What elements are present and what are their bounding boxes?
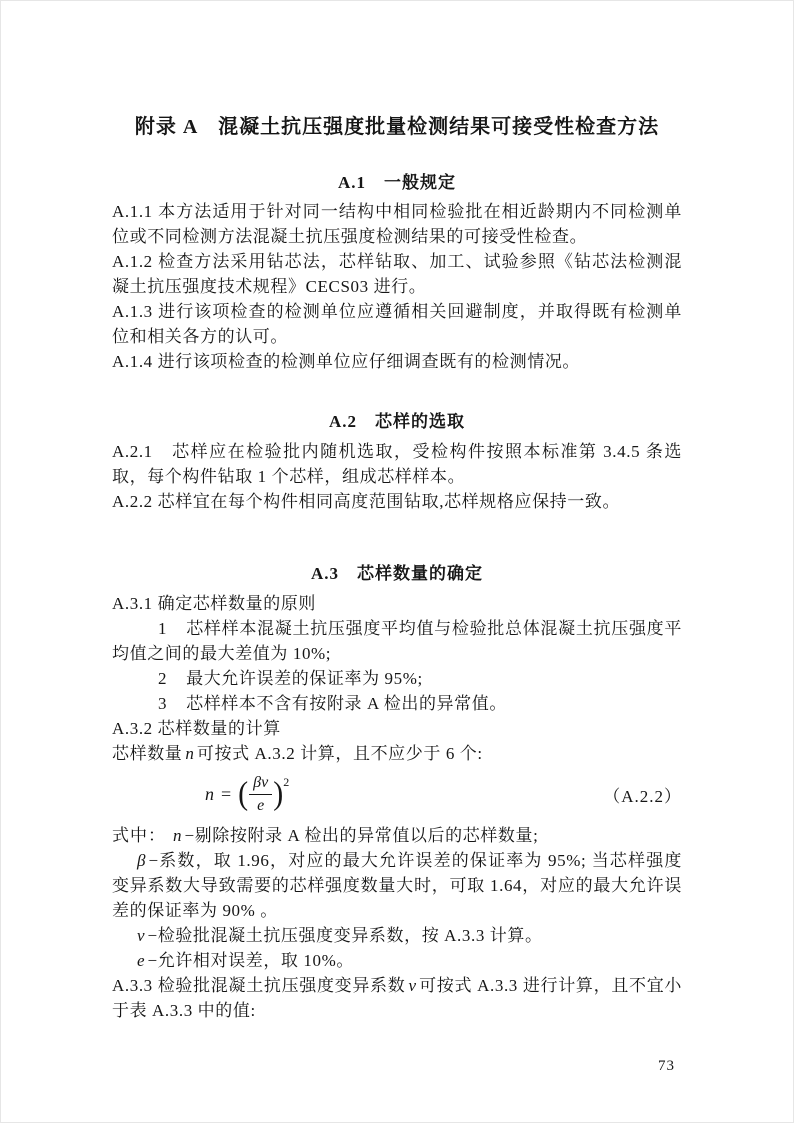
clause-a-3-2: A.3.2 芯样数量的计算 (112, 719, 281, 738)
item-number: 1 (158, 619, 168, 638)
where-clause-beta (112, 848, 682, 923)
intro-pre: 芯样数量 (112, 744, 183, 763)
section-heading-a2: A.2 芯样的选取 (328, 412, 466, 431)
a33-seg2: 可按式 A.3.3 进行计算，且不宜小于表 A.3.3 中的值: (112, 976, 682, 1020)
variable-beta: β (137, 851, 146, 870)
clause-a-3-3 (112, 973, 682, 1023)
fraction (249, 773, 272, 814)
where-clause-v (112, 923, 682, 948)
where-text-n: −剔除按附录 A 检出的异常值以后的芯样数量; (184, 826, 539, 845)
variable-v: v (137, 926, 145, 945)
item-text: 芯样样本混凝土抗压强度平均值与检验批总体混凝土抗压强度平均值之间的最大差值为 10%; (112, 619, 682, 663)
where-text-beta: −系数，取 1.96，对应的最大允许误差的保证率为 95%; 当芯样强度变异系数大导致需要的芯样强度数量大时，可取 1.64，对应的最大允许误差的保证率为 90% 。 (112, 851, 682, 920)
variable-n: n (173, 826, 182, 845)
variable-n: n (185, 744, 194, 763)
formula-intro (112, 741, 682, 766)
section-heading-a3: A.3 芯样数量的确定 (310, 564, 484, 583)
clause-a-1-2: A.1.2 检查方法采用钻芯法，芯样钻取、加工、试验参照《钻芯法检测混凝土抗压强度技术规程》CECS03 进行。 (112, 252, 682, 296)
clause-a-1-4: A.1.4 进行该项检查的检测单位应仔细调查既有的检测情况。 (112, 352, 581, 371)
fraction-denominator: e (257, 796, 265, 814)
close-paren: ) (273, 775, 284, 812)
principle-item-2 (112, 666, 682, 691)
item-number: 2 (158, 669, 168, 688)
where-clause-n (112, 823, 682, 848)
equals-sign: = (221, 783, 232, 804)
item-number: 3 (158, 694, 168, 713)
principle-item-1 (112, 616, 682, 666)
appendix-title: 附录 A 混凝土抗压强度批量检测结果可接受性检查方法 (134, 116, 660, 138)
page-content (112, 1, 682, 1023)
where-text-v: −检验批混凝土抗压强度变异系数，按 A.3.3 计算。 (147, 926, 543, 945)
variable-e: e (137, 951, 145, 970)
variable-v: v (408, 976, 416, 995)
intro-post: 可按式 A.3.2 计算，且不应少于 6 个: (196, 744, 483, 763)
open-paren: ( (238, 775, 249, 812)
clause-a-2-1: A.2.1 芯样应在检验批内随机选取，受检构件按照本标准第 3.4.5 条选取，每个构件钻取 1 个芯样，组成芯样样本。 (112, 442, 682, 486)
item-text: 最大允许误差的保证率为 95%; (186, 669, 423, 688)
fraction-numerator: βv (249, 773, 272, 794)
formula-expression (205, 773, 289, 814)
where-text-e: −允许相对误差，取 10%。 (147, 951, 354, 970)
page-number: 73 (658, 1058, 675, 1074)
exponent: 2 (283, 774, 290, 789)
a33-seg1: A.3.3 检验批混凝土抗压强度变异系数 (112, 976, 406, 995)
equation-number: （A.2.2） (603, 786, 682, 806)
section-heading-a1: A.1 一般规定 (337, 173, 457, 192)
item-text: 芯样样本不含有按附录 A 检出的异常值。 (186, 694, 507, 713)
where-clause-e (112, 948, 682, 973)
clause-a-3-1: A.3.1 确定芯样数量的原则 (112, 594, 317, 613)
formula-lhs: n (205, 783, 214, 804)
equation-a-2-2 (112, 772, 682, 816)
principle-item-3 (112, 691, 682, 716)
clause-a-1-3: A.1.3 进行该项检查的检测单位应遵循相关回避制度，并取得既有检测单位和相关各方的认可。 (112, 302, 682, 346)
where-label: 式中： (112, 826, 166, 845)
clause-a-2-2: A.2.2 芯样宜在每个构件相同高度范围钻取,芯样规格应保持一致。 (112, 492, 621, 511)
clause-a-1-1: A.1.1 本方法适用于针对同一结构中相同检验批在相近龄期内不同检测单位或不同检测方法混凝土抗压强度检测结果的可接受性检查。 (112, 202, 682, 246)
